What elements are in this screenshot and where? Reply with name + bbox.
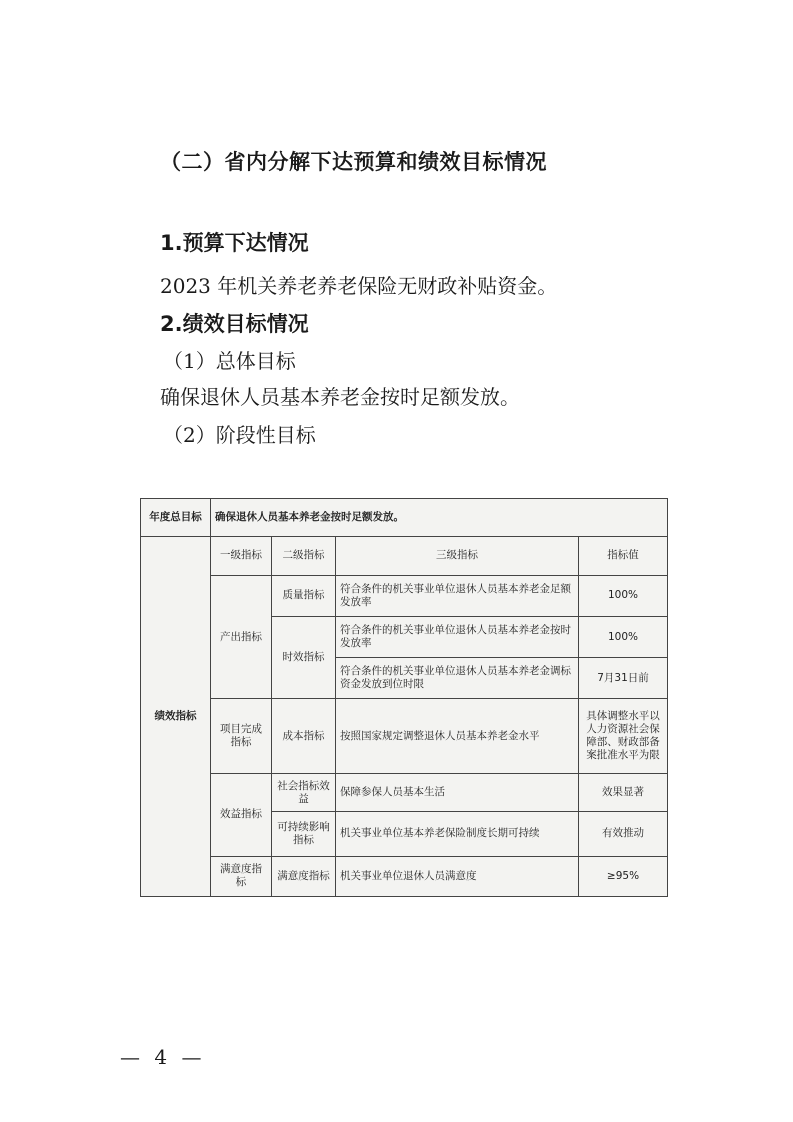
overall-goal-text: 确保退休人员基本养老金按时足额发放。 bbox=[160, 385, 520, 409]
perf-indicator-label: 绩效指标 bbox=[141, 537, 211, 897]
annual-goal-label: 年度总目标 bbox=[141, 499, 211, 537]
social-benefit-text: 保障参保人员基本生活 bbox=[336, 774, 579, 812]
cost-indicator-text: 按照国家规定调整退休人员基本养老金水平 bbox=[336, 699, 579, 774]
cost-indicator-value: 具体调整水平以人力资源社会保障部、财政部备案批准水平为限 bbox=[579, 699, 668, 774]
section-title: （二）省内分解下达预算和绩效目标情况 bbox=[160, 150, 547, 174]
overall-goal-label: （1）总体目标 bbox=[163, 349, 296, 373]
timeliness-indicator-text-1: 符合条件的机关事业单位退休人员基本养老金按时发放率 bbox=[336, 616, 579, 657]
header-level2: 二级指标 bbox=[272, 537, 336, 575]
sustainability-value: 有效推动 bbox=[579, 812, 668, 856]
header-level3: 三级指标 bbox=[336, 537, 579, 575]
social-benefit-value: 效果显著 bbox=[579, 774, 668, 812]
social-benefit-label: 社会指标效益 bbox=[272, 774, 336, 812]
performance-goal-table bbox=[140, 498, 667, 897]
stage-goal-label: （2）阶段性目标 bbox=[163, 423, 316, 447]
cost-indicator-label: 成本指标 bbox=[272, 699, 336, 774]
annual-goal-text: 确保退休人员基本养老金按时足额发放。 bbox=[211, 499, 668, 537]
satisfaction-value: ≥95% bbox=[579, 856, 668, 896]
budget-text: 2023 年机关养老养老保险无财政补贴资金。 bbox=[160, 274, 558, 298]
output-indicator-label: 产出指标 bbox=[211, 575, 272, 699]
quality-indicator-text: 符合条件的机关事业单位退休人员基本养老金足额发放率 bbox=[336, 575, 579, 616]
timeliness-indicator-value-1: 100% bbox=[579, 616, 668, 657]
satisfaction-text: 机关事业单位退休人员满意度 bbox=[336, 856, 579, 896]
timeliness-indicator-value-2: 7月31日前 bbox=[579, 658, 668, 699]
sustainability-text: 机关事业单位基本养老保险制度长期可持续 bbox=[336, 812, 579, 856]
performance-heading: 2.绩效目标情况 bbox=[160, 312, 309, 336]
header-level1: 一级指标 bbox=[211, 537, 272, 575]
project-completion-label: 项目完成指标 bbox=[211, 699, 272, 774]
quality-indicator-value: 100% bbox=[579, 575, 668, 616]
satisfaction-indicator-label: 满意度指标 bbox=[211, 856, 272, 896]
sustainability-label: 可持续影响指标 bbox=[272, 812, 336, 856]
page-number: — 4 — bbox=[120, 1045, 206, 1069]
budget-heading: 1.预算下达情况 bbox=[160, 231, 309, 255]
benefit-indicator-label: 效益指标 bbox=[211, 774, 272, 857]
satisfaction-sub-label: 满意度指标 bbox=[272, 856, 336, 896]
timeliness-indicator-label: 时效指标 bbox=[272, 616, 336, 699]
timeliness-indicator-text-2: 符合条件的机关事业单位退休人员基本养老金调标资金发放到位时限 bbox=[336, 658, 579, 699]
quality-indicator-label: 质量指标 bbox=[272, 575, 336, 616]
header-value: 指标值 bbox=[579, 537, 668, 575]
